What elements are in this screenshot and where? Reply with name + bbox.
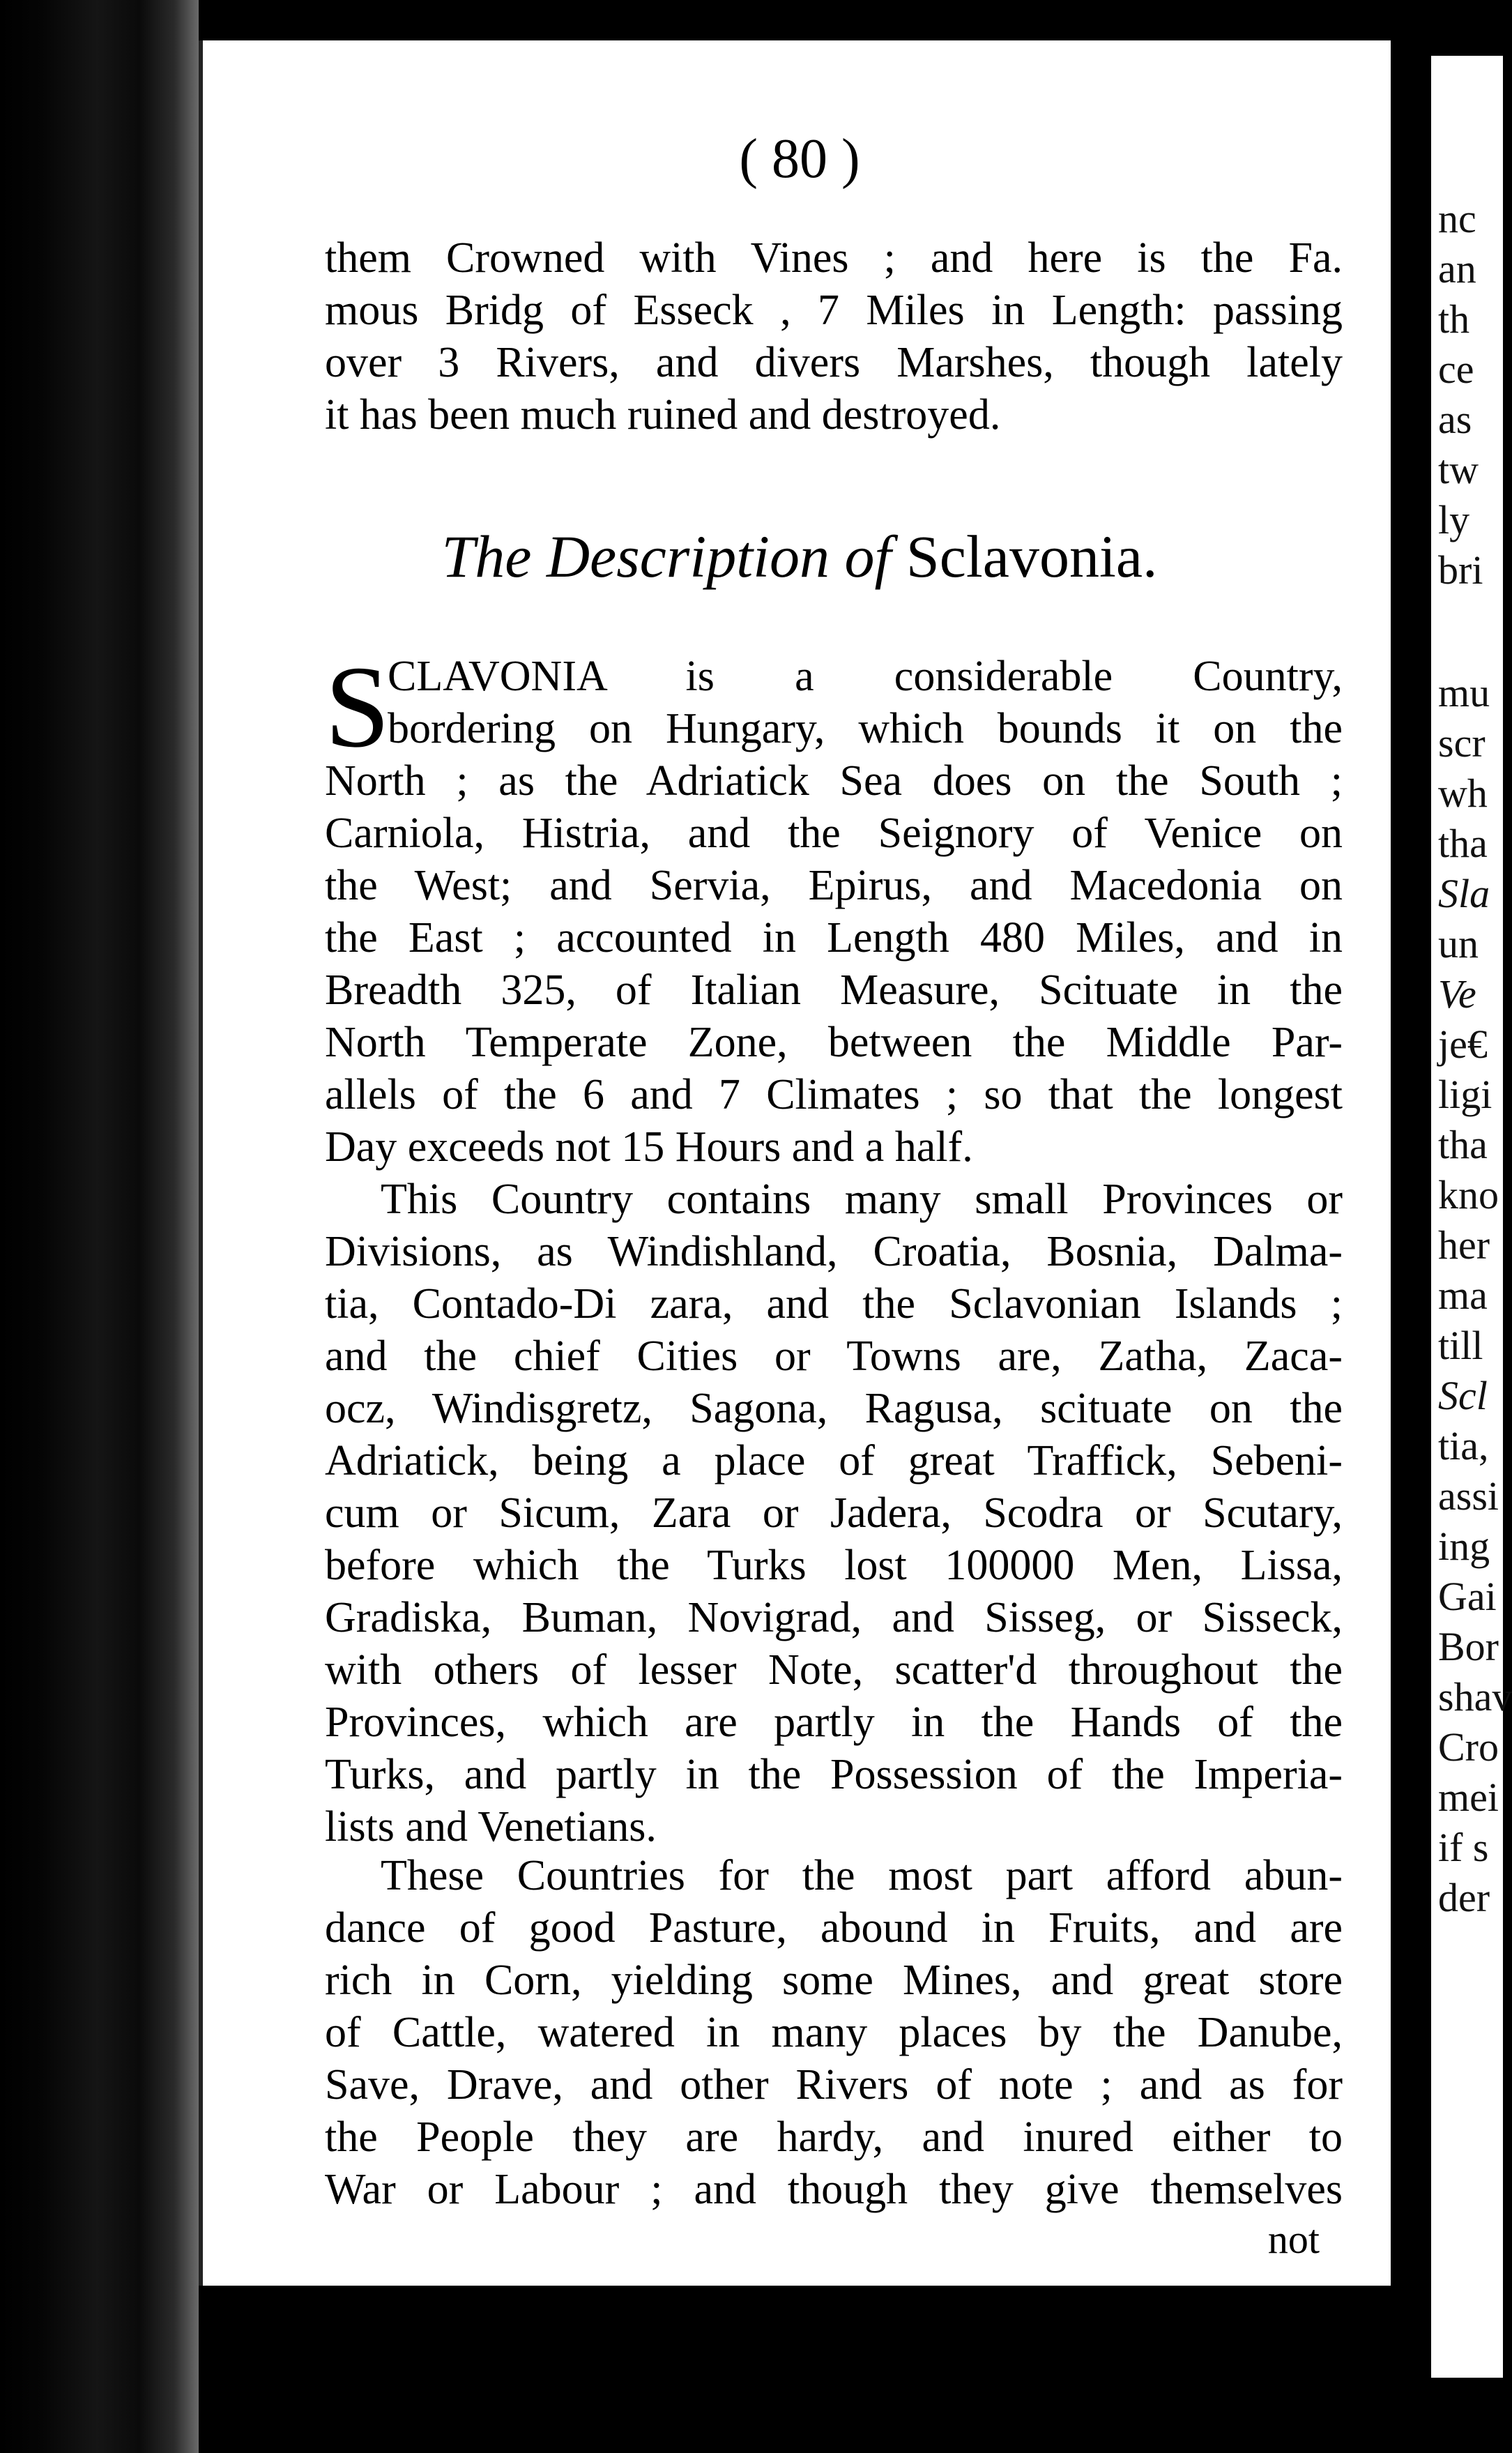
next-page-fragment: ce [1438, 347, 1474, 392]
next-page-fragment: Cro [1438, 1724, 1499, 1770]
text-line: rich in Corn, yielding some Mines, and great store [325, 1957, 1343, 2004]
text-line: Breadth 325, of Italian Measure, Scituate in the [325, 966, 1343, 1014]
text-line: Adriatick, being a place of great Traffick, Sebeni- [325, 1437, 1343, 1484]
intro-paragraph [325, 232, 1343, 441]
text-line: mous Bridg of Esseck , 7 Miles in Length: passing [325, 287, 1343, 334]
text-line: These Countries for the most part afford abun- [381, 1852, 1343, 1899]
next-page-fragment: shav [1438, 1674, 1512, 1719]
text-line: Provinces, which are partly in the Hands of the [325, 1699, 1343, 1746]
next-page-fragment: tha [1438, 1122, 1488, 1167]
text-line: before which the Turks lost 100000 Men, Lissa, [325, 1542, 1343, 1589]
text-line: with others of lesser Note, scatter'd throughout the [325, 1646, 1343, 1694]
next-page-fragment: bri [1438, 547, 1483, 593]
next-page-fragment: Sla [1438, 871, 1490, 916]
page-gutter [1391, 0, 1431, 2453]
text-line: Gradiska, Buman, Novigrad, and Sisseg, or Sisseck, [325, 1594, 1343, 1641]
text-line: allels of the 6 and 7 Climates ; so that the longest [325, 1071, 1343, 1118]
drop-cap: S [325, 642, 390, 772]
book-binding [0, 0, 199, 2453]
text-line: ocz, Windisgretz, Sagona, Ragusa, scituate on the [325, 1385, 1343, 1432]
next-page-fragment: Gai [1438, 1574, 1497, 1619]
text-line: tia, Contado-Di zara, and the Sclavonian Islands ; [325, 1280, 1343, 1328]
next-page-fragment: her [1438, 1222, 1490, 1268]
text-line: North Temperate Zone, between the Middle Par- [325, 1019, 1343, 1066]
next-page-fragment: mu [1438, 670, 1490, 715]
next-page-fragment: Bor [1438, 1624, 1499, 1669]
next-page-fragment: ly [1438, 497, 1470, 542]
next-page-fragment: th [1438, 296, 1470, 342]
next-page-fragment: ing [1438, 1524, 1490, 1569]
next-page-fragment: assi [1438, 1473, 1499, 1519]
next-page-fragment: nc [1438, 196, 1476, 241]
next-page-fragment: der [1438, 1875, 1490, 1920]
paragraph-2 [325, 1174, 1343, 1853]
next-page-fragment: wh [1438, 770, 1488, 816]
next-page-fragment: as [1438, 397, 1472, 442]
text-line: and the chief Cities or Towns are, Zatha, Zaca- [325, 1332, 1343, 1380]
next-page-fragment: ligi [1438, 1072, 1492, 1117]
text-line: lists and Venetians. [325, 1803, 657, 1851]
text-line: the West; and Servia, Epirus, and Macedonia on [325, 862, 1343, 909]
next-page-fragment: scr [1438, 720, 1486, 766]
text-line: bordering on Hungary, which bounds it on the [388, 705, 1343, 752]
next-page-fragment: tia, [1438, 1423, 1489, 1468]
text-line: This Country contains many small Provinces or [381, 1176, 1343, 1223]
text-line: dance of good Pasture, abound in Fruits, and are [325, 1904, 1343, 1952]
page-number: ( 80 ) [739, 128, 860, 190]
next-page-fragment: mei [1438, 1775, 1499, 1820]
text-line: War or Labour ; and though they give themselves [325, 2166, 1343, 2213]
text-line: Divisions, as Windishland, Croatia, Bosnia, Dalma- [325, 1228, 1343, 1275]
text-line: over 3 Rivers, and divers Marshes, though lately [325, 339, 1343, 386]
next-page-fragment: tha [1438, 821, 1488, 866]
next-page-fragment: till [1438, 1323, 1483, 1368]
next-page-fragment: un [1438, 921, 1479, 966]
next-page-fragment: kno [1438, 1172, 1499, 1217]
section-title-roman: Sclavonia. [906, 523, 1158, 590]
text-line: the East ; accounted in Length 480 Miles, and in [325, 914, 1343, 962]
text-line: of Cattle, watered in many places by the Danube, [325, 2009, 1343, 2056]
next-page-fragment: tw [1438, 447, 1479, 492]
text-line: North ; as the Adriatick Sea does on the South ; [325, 757, 1343, 805]
text-line: Save, Drave, and other Rivers of note ; and as for [325, 2061, 1343, 2109]
text-line: them Crowned with Vines ; and here is the Fa. [325, 234, 1343, 282]
text-line: Carniola, Histria, and the Seignory of Venice on [325, 810, 1343, 857]
next-page-fragment: je€ [1438, 1022, 1488, 1067]
next-page-fragment: an [1438, 246, 1476, 291]
text-line: it has been much ruined and destroyed. [325, 391, 1001, 439]
text-line: cum or Sicum, Zara or Jadera, Scodra or Scutary, [325, 1489, 1343, 1537]
text-line: the People they are hardy, and inured either to [325, 2113, 1343, 2161]
text-line: Turks, and partly in the Possession of the Imperia- [325, 1751, 1343, 1798]
text-line: CLAVONIA is a considerable Country, [388, 653, 1343, 700]
paragraph-3 [325, 1850, 1343, 2216]
section-title [203, 522, 1396, 591]
paragraph-1 [325, 651, 1343, 1174]
catchword: not [1267, 2217, 1320, 2262]
section-title-italic: The Description of [441, 523, 892, 590]
next-page-fragment: Ve [1438, 971, 1476, 1017]
next-page-edge [1431, 56, 1512, 2378]
book-page [199, 40, 1396, 2286]
next-page-fragment: Scl [1438, 1373, 1488, 1418]
next-page-fragment: if s [1438, 1825, 1489, 1870]
text-line: Day exceeds not 15 Hours and a half. [325, 1123, 973, 1171]
next-page-fragment: ma [1438, 1273, 1488, 1318]
